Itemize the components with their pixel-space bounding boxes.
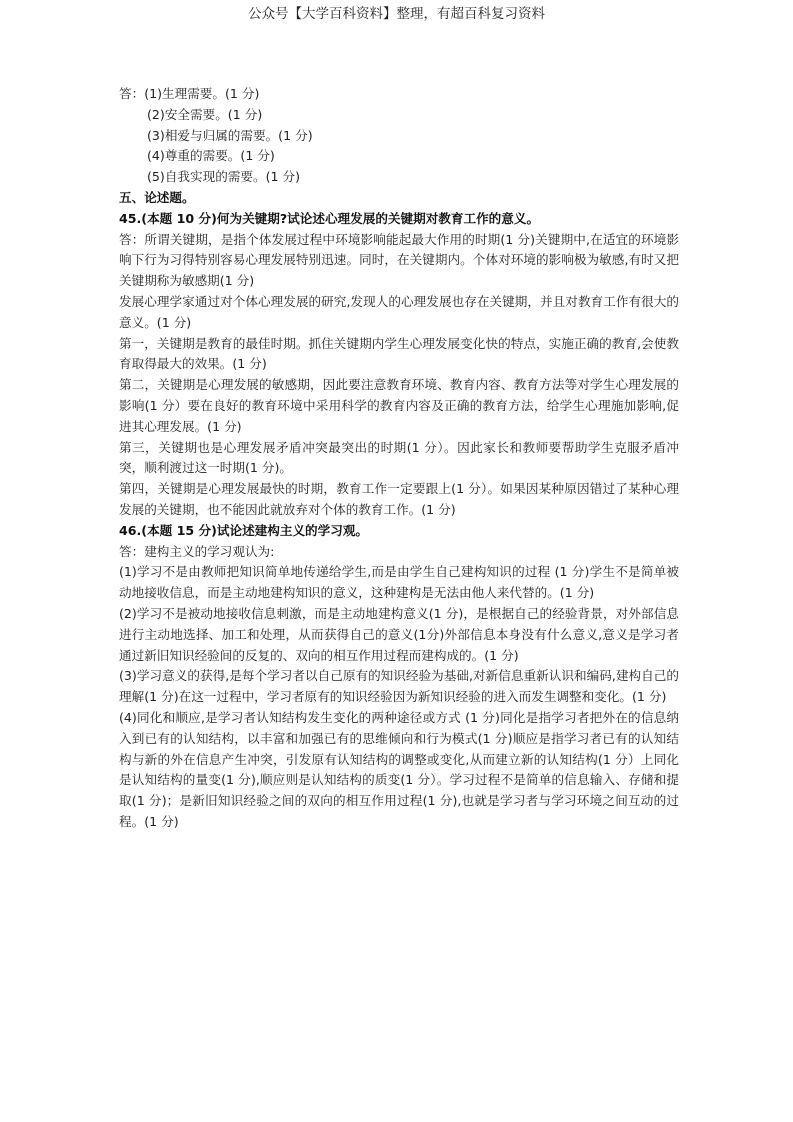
answer-item: (4)尊重的需要。(1 分): [147, 148, 275, 164]
answer-paragraph: 第一，关键期是教育的最佳时期。抓住关键期内学生心理发展变化快的特点，实施正确的教育,会使教育取得最大的效果。(1 分): [119, 335, 679, 372]
answer-paragraph: (4)同化和顺应,是学习者认知结构发生变化的两种途径或方式 (1 分)同化是指学习者把外在的信息纳入到已有的认知结构，以丰富和加强已有的思维倾向和行为模式(1 分)顺应是指学习者已有的认知结构与新的外在信息产生冲突，引发原有认知结构的调整或变化,从而建立新的认知结构(1 分）上同化是认知结构的量变(1 分),顺应则是认知结构的质变(1 分）。学习过程不是简单的信息输入、存储和提取(1 分)；是新旧知识经验之间的双向的相互作用过程(1 分),也就是学习者与学习环境之间互动的过程。(1 分): [119, 709, 679, 829]
answer-paragraph: 第二，关键期是心理发展的敏感期，因此要注意教育环境、教育内容、教育方法等对学生心理发展的影响(1 分）要在良好的教育环境中采用科学的教育内容及正确的教育方法，给学生心理施加影响,促进其心理发展。(1 分): [119, 377, 679, 434]
answer-paragraph: 答：所谓关键期，是指个体发展过程中环境影响能起最大作用的时期(1 分)关键期中,在适宜的环境影响下行为习得特别容易心理发展特别迅速。同时，在关键期内。个体对环境的影响极为敏感,有时又把关键期称为敏感期(1 分): [119, 231, 679, 289]
answer-paragraph: (2)学习不是被动地接收信息刺激，而是主动地建构意义(1 分)，是根据自己的经验背景，对外部信息进行主动地选择、加工和处理，从而获得自己的意义(1分)外部信息本身没有什么意义,意义是学习者通过新旧知识经验间的反复的、双向的相互作用过程而建构成的。(1 分): [119, 605, 679, 663]
answer-paragraph: 发展心理学家通过对个体心理发展的研究,发现人的心理发展也存在关键期，并且对教育工作有很大的意义。(1 分): [119, 293, 679, 330]
answer-item: (3)相爱与归属的需要。(1 分): [147, 127, 313, 143]
answer-44-line-1: [119, 84, 679, 105]
answer-item: (5)自我实现的需要。(1 分): [147, 169, 301, 185]
section-heading: 五、论述题。: [119, 189, 195, 205]
answer-paragraph: 第四，关键期是心理发展最快的时期，教育工作一定要跟上(1 分）。如果因某种原因错过了某种心理发展的关键期，也不能因此就放弃对个体的教育工作。(1 分): [119, 481, 679, 517]
document-body: [119, 84, 679, 833]
answer-prefix: 答：: [119, 86, 145, 101]
page-header: 公众号【大学百科资料】整理，有超百科复习资料: [248, 6, 545, 22]
answer-item: (1)生理需要。(1 分): [144, 86, 260, 101]
question-45-title: 45.(本题 10 分)何为关键期?试论述心理发展的关键期对教育工作的意义。: [119, 210, 540, 226]
answer-item: (2)安全需要。(1 分): [147, 106, 263, 122]
question-46-title: 46.(本题 15 分)试论述建构主义的学习观。: [119, 522, 369, 538]
answer-paragraph: 答：建构主义的学习观认为:: [119, 543, 275, 559]
answer-paragraph: (1)学习不是由教师把知识简单地传递给学生,而是由学生自己建构知识的过程 (1 分)学生不是简单被动地接收信息，而是主动地建构知识的意义，这种建构是无法由他人来代替的。(1 分): [119, 564, 679, 601]
answer-paragraph: 第三，关键期也是心理发展矛盾冲突最突出的时期(1 分）。因此家长和教师要帮助学生克服矛盾冲突，顺利渡过这一时期(1 分)。: [119, 439, 679, 476]
answer-paragraph: (3)学习意义的获得,是每个学习者以自己原有的知识经验为基础,对新信息重新认识和编码,建构自己的理解(1 分)在这一过程中，学习者原有的知识经验因为新知识经验的进入而发生调整和变化。(1 分): [119, 668, 679, 705]
